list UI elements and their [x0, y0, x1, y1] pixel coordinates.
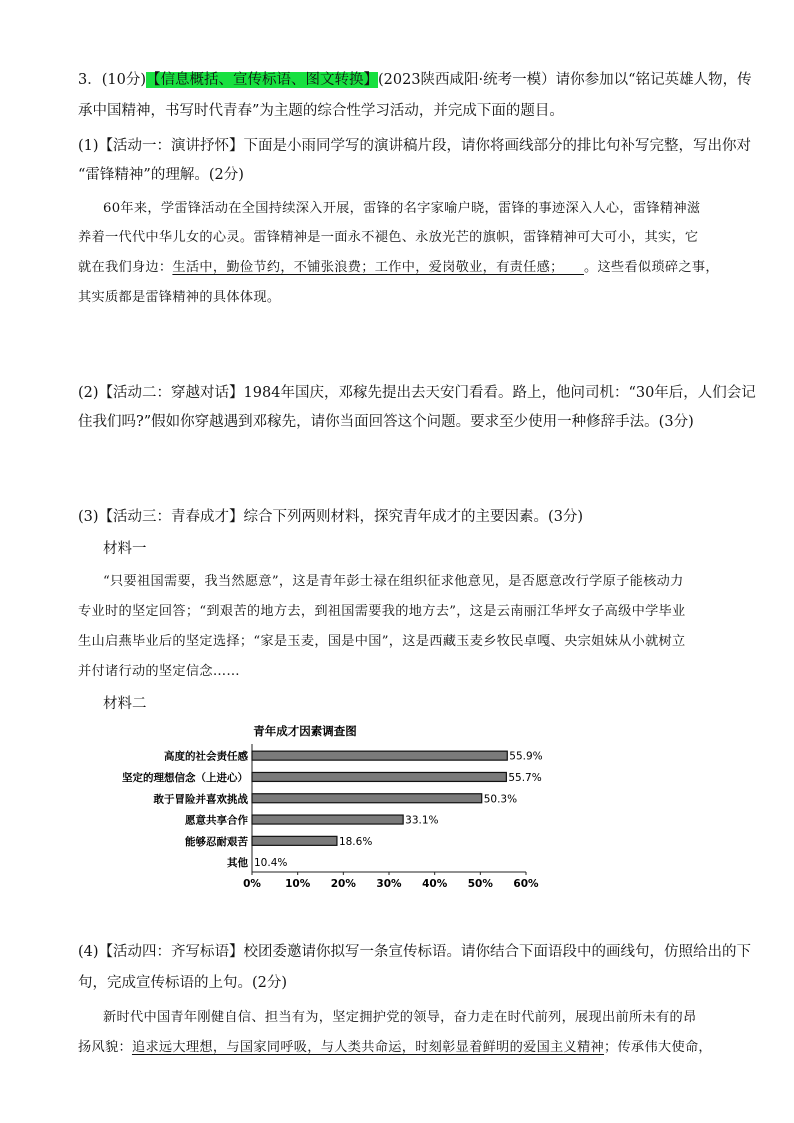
- chart-bar: [252, 836, 337, 845]
- p1-text-pre: 就在我们身边：: [78, 260, 173, 275]
- material-one-line2: 专业时的坚定回答；“到艰苦的地方去，到祖国需要我的地方去”，这是云南丽江华坪女子高级中学毕业: [78, 604, 686, 619]
- chart-value-label: 33.1%: [405, 814, 439, 827]
- p1-text-line3: [78, 256, 728, 275]
- chart-category-label: 其他: [227, 857, 248, 870]
- survey-bar-chart: [100, 722, 560, 892]
- p4-prompt-line2: 句，完成宣传标语的上句。(2分): [78, 975, 288, 991]
- p1-prompt-line2: “雷锋精神”的理解。(2分): [78, 167, 244, 183]
- chart-bar: [252, 751, 507, 760]
- p1-text-post: 。这些看似琐碎之事，: [583, 260, 719, 275]
- chart-bar: [252, 772, 506, 781]
- chart-bar: [252, 815, 403, 824]
- p1-answer-blank[interactable]: [557, 260, 584, 275]
- p4-text-post: ；传承伟大使命，: [604, 1040, 712, 1055]
- p3-prompt: (3)【活动三：青春成才】综合下列两则材料，探究青年成才的主要因素。(3分): [78, 509, 584, 525]
- material-one-line1: “只要祖国需要，我当然愿意”，这是青年彭士禄在组织征求他意见，是否愿意改行学原子能核动力: [103, 574, 684, 589]
- chart-x-tick-label: 10%: [285, 878, 311, 890]
- chart-category-label: 愿意共享合作: [185, 814, 248, 827]
- chart-value-label: 10.4%: [254, 857, 288, 870]
- chart-category-label: 坚定的理想信念（上进心）: [122, 771, 248, 784]
- p4-text-line2: [78, 1036, 728, 1055]
- q3-topic-tag: 【信息概括、宣传标语、图文转换】: [146, 72, 378, 88]
- q3-number: 3．(10分): [78, 72, 146, 88]
- p2-prompt-line1: (2)【活动二：穿越对话】1984年国庆，邓稼先提出去天安门看看。路上，他问司机：“30年后，人们会记: [78, 385, 756, 401]
- p1-text-line2: 养着一代代中华儿女的心灵。雷锋精神是一面永不褪色、永放光芒的旗帜，雷锋精神可大可小，其实，它: [78, 230, 699, 245]
- chart-value-label: 55.9%: [509, 750, 543, 763]
- chart-x-tick-label: 0%: [243, 878, 261, 890]
- material-one-label: 材料一: [103, 541, 147, 557]
- material-two-label: 材料二: [103, 696, 147, 712]
- material-one-line3: 生山启燕毕业后的坚定选择；“家是玉麦，国是中国”，这是西藏玉麦乡牧民卓嘎、央宗姐妹从小就树立: [78, 634, 686, 649]
- q3-line1: [78, 68, 752, 89]
- chart-value-label: 55.7%: [508, 771, 542, 784]
- p1-prompt-line1: (1)【活动一：演讲抒怀】下面是小雨同学写的演讲稿片段，请你将画线部分的排比句补写完整，写出你对: [78, 138, 752, 154]
- chart-x-tick-label: 50%: [467, 878, 493, 890]
- chart-x-tick-label: 40%: [422, 878, 448, 890]
- p4-prompt-line1: (4)【活动四：齐写标语】校团委邀请你拟写一条宣传标语。请你结合下面语段中的画线句，仿照给出的下: [78, 944, 752, 960]
- chart-category-label: 敢于冒险并喜欢挑战: [153, 793, 248, 806]
- chart-category-label: 能够忍耐艰苦: [185, 835, 248, 848]
- p4-text-line1: 新时代中国青年刚健自信、担当有为，坚定拥护党的领导，奋力走在时代前列，展现出前所未有的昂: [103, 1010, 697, 1025]
- chart-bar: [252, 794, 482, 803]
- chart-title: 青年成才因素调查图: [253, 724, 357, 738]
- q3-intro: (2023陕西咸阳·统考一模）请你参加以“铭记英雄人物，传: [378, 72, 752, 88]
- p2-prompt-line2: 住我们吗?”假如你穿越遇到邓稼先，请你当面回答这个问题。要求至少使用一种修辞手法。(3分): [78, 414, 694, 430]
- chart-value-label: 18.6%: [338, 835, 373, 848]
- p1-underlined-parallel: 生活中，勤俭节约，不铺张浪费；工作中，爱岗敬业，有责任感；: [172, 260, 557, 275]
- p1-text-line1: 60年来，学雷锋活动在全国持续深入开展，雷锋的名字家喻户晓，雷锋的事迹深入人心，雷锋精神滋: [103, 201, 701, 216]
- chart-x-tick-label: 20%: [330, 878, 356, 890]
- material-one-line4: 并付诸行动的坚定信念……: [78, 664, 240, 679]
- q3-line2: 承中国精神，书写时代青春”为主题的综合性学习活动，并完成下面的题目。: [78, 103, 564, 119]
- chart-x-tick-label: 30%: [376, 878, 402, 890]
- p4-text-pre: 扬风貌：: [78, 1040, 132, 1055]
- chart-category-label: 高度的社会责任感: [164, 750, 248, 763]
- chart-x-tick-label: 60%: [513, 878, 539, 890]
- p1-text-line4: 其实质都是雷锋精神的具体体现。: [78, 290, 281, 305]
- chart-value-label: 50.3%: [483, 793, 518, 806]
- p4-underlined-sentence: 追求远大理想，与国家同呼吸，与人类共命运，时刻彰显着鲜明的爱国主义精神: [131, 1040, 605, 1055]
